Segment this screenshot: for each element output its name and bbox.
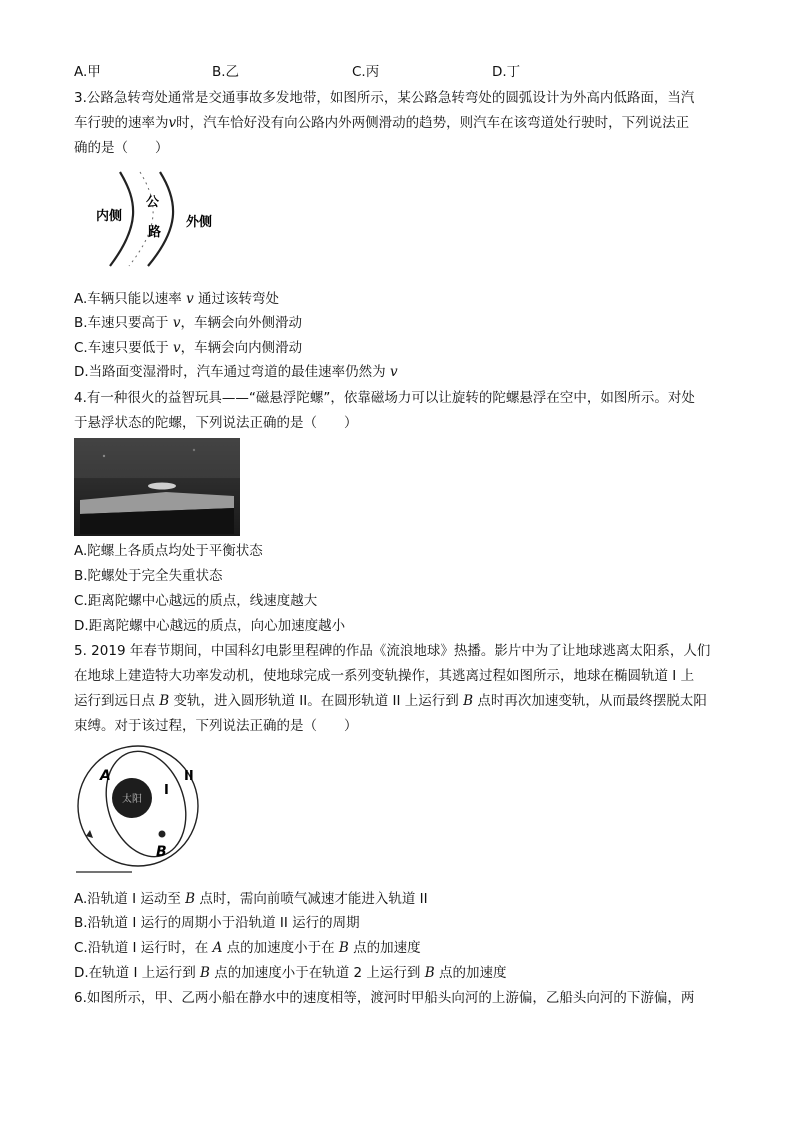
maglev-top-photo: [74, 438, 240, 536]
sun-label: 太阳: [122, 794, 142, 805]
q2-option-a: A.甲: [74, 64, 101, 80]
inner-side-label: 内侧: [96, 209, 123, 224]
point-b-label: B: [156, 844, 167, 860]
q4-stem-line-2: 于悬浮状态的陀螺，下列说法正确的是（ ）: [74, 415, 358, 431]
q2-options: [74, 62, 714, 82]
q3-stem-line-1: 3.公路急转弯处通常是交通事故多发地带，如图所示，某公路急转弯处的圆弧设计为外高内低路面，当汽: [74, 90, 695, 106]
q4-option-c: C.距离陀螺中心越远的质点，线速度越大: [74, 593, 318, 609]
q2-option-c: C.丙: [352, 64, 380, 80]
q3-option-c: C.车速只要低于 v，车辆会向内侧滑动: [74, 340, 303, 356]
q5-stem-line-3: 运行到远日点 B 变轨，进入圆形轨道 II。在圆形轨道 II 上运行到 B 点时再次加速变轨，从而最终摆脱太阳: [74, 693, 707, 709]
q5-stem-line-1: 5. 2019 年春节期间，中国科幻电影里程碑的作品《流浪地球》热播。影片中为了让地球逃离太阳系，人们: [74, 643, 711, 659]
q4-stem-line-1: 4.有一种很火的益智玩具——“磁悬浮陀螺”，依靠磁场力可以让旋转的陀螺悬浮在空中，如图所示。对处: [74, 390, 695, 406]
q5-option-c: C.沿轨道 I 运行时，在 A 点的加速度小于在 B 点的加速度: [74, 940, 421, 956]
point-a-label: A: [100, 768, 111, 784]
orbit-i-label: I: [164, 783, 169, 798]
q2-option-d: D.丁: [492, 64, 521, 80]
outer-side-label: 外侧: [186, 215, 213, 230]
q2-option-b: B.乙: [212, 64, 240, 80]
road-label-1: 公: [146, 195, 160, 210]
orbit-ii-label: II: [184, 769, 194, 784]
spinning-top-icon: [148, 483, 176, 490]
q5-option-a: A.沿轨道 I 运动至 B 点时，需向前喷气减速才能进入轨道 II: [74, 891, 428, 907]
q3-option-a: A.车辆只能以速率 v 通过该转弯处: [74, 291, 280, 307]
q3-option-d: D.当路面变湿滑时，汽车通过弯道的最佳速率仍然为 v: [74, 364, 398, 380]
point-b-marker: [159, 831, 166, 838]
road-curve-figure: [74, 168, 224, 268]
orbit-diagram: [74, 744, 214, 880]
q3-stem-line-2: 车行驶的速率为v时，汽车恰好没有向公路内外两侧滑动的趋势，则汽车在该弯道处行驶时，下列说法正: [74, 115, 690, 131]
q5-option-b: B.沿轨道 I 运行的周期小于沿轨道 II 运行的周期: [74, 915, 360, 931]
road-label-2: 路: [148, 225, 162, 240]
q4-option-d: D.距离陀螺中心越远的质点，向心加速度越小: [74, 618, 346, 634]
q5-option-d: D.在轨道 I 上运行到 B 点的加速度小于在轨道 2 上运行到 B 点的加速度: [74, 965, 507, 981]
q5-stem-line-2: 在地球上建造特大功率发动机，使地球完成一系列变轨操作，其逃离过程如图所示，地球在椭圆轨道 I 上: [74, 668, 695, 684]
q3-option-b: B.车速只要高于 v，车辆会向外侧滑动: [74, 315, 302, 331]
q4-option-a: A.陀螺上各质点均处于平衡状态: [74, 543, 263, 559]
q4-option-b: B.陀螺处于完全失重状态: [74, 568, 223, 584]
q6-stem-line-1: 6.如图所示，甲、乙两小船在静水中的速度相等，渡河时甲船头向河的上游偏，乙船头向河的下游偏，两: [74, 990, 695, 1006]
q5-stem-line-4: 束缚。对于该过程，下列说法正确的是（ ）: [74, 718, 358, 734]
q3-stem-line-3: 确的是（ ）: [74, 140, 169, 156]
